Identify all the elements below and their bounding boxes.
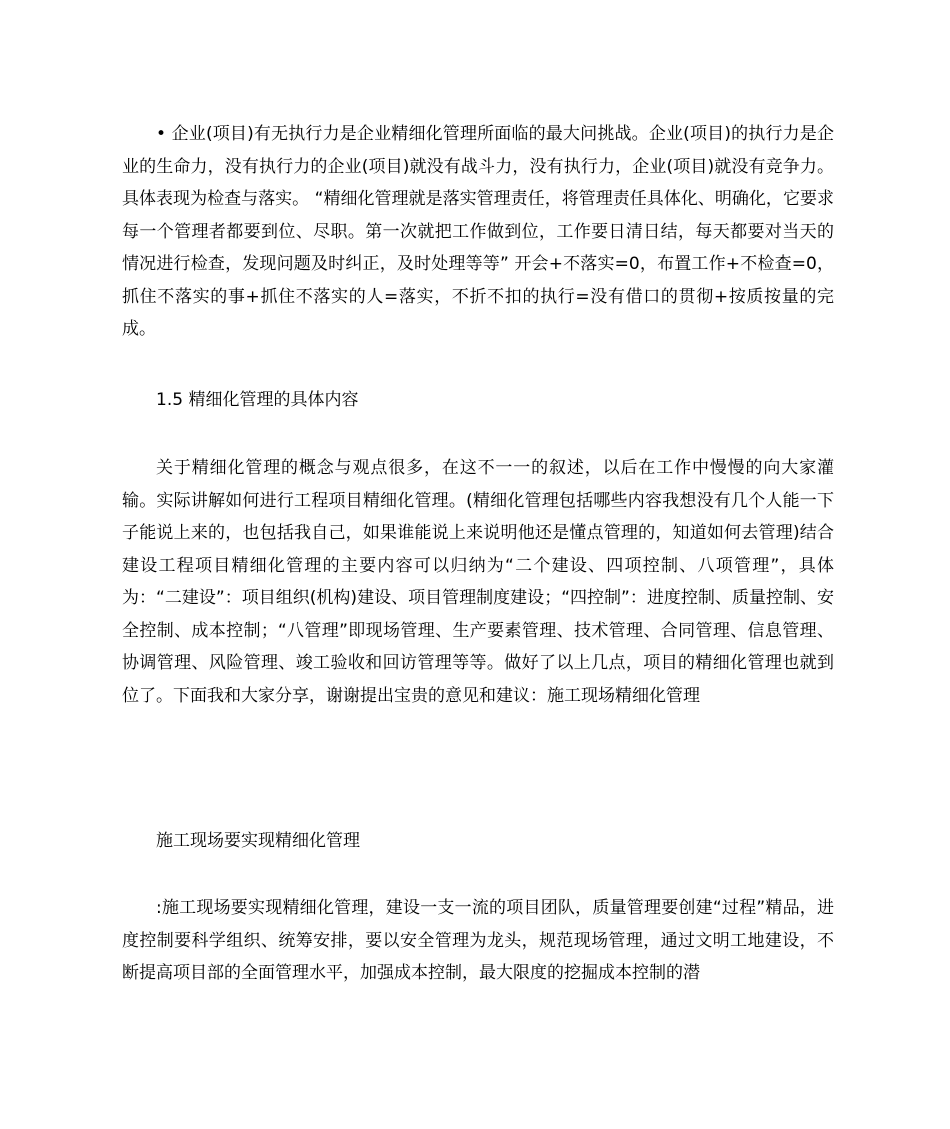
paragraph-content: 关于精细化管理的概念与观点很多，在这不一一的叙述，以后在工作中慢慢的向大家灌输。实际讲解如何进行工程项目精细化管理。(精细化管理包括哪些内容我想没有几个人能一下子能说上来的，也包括我自己，如果谁能说上来说明他还是懂点管理的，知道如何去管理)结合建设工程项目精细化管理的主要内容可以归纳为“二个建设、四项控制、八项管理”，具体为：“二建设”：项目组织(机构)建设、项目管理制度建设；“四控制”：进度控制、质量控制、安全控制、成本控制；“八管理”即现场管理、生产要素管理、技术管理、合同管理、信息管理、协调管理、风险管理、竣工验收和回访管理等等。做好了以上几点，项目的精细化管理也就到位了。下面我和大家分享，谢谢提出宝贵的意见和建议：施工现场精细化管理 — [122, 458, 834, 706]
section-heading-site: 施工现场要实现精细化管理 — [156, 831, 360, 851]
section-heading-1-5: 1.5 精细化管理的具体内容 — [156, 390, 359, 410]
paragraph-execution: • 企业(项目)有无执行力是企业精细化管理所面临的最大问挑战。企业(项目)的执行力是企业的生命力，没有执行力的企业(项目)就没有战斗力，没有执行力，企业(项目)就没有竞争力。具体表现为检查与落实。 “精细化管理就是落实管理责任，将管理责任具体化、明确化，它要求每一个管理者都要到位、尽职。第一次就把工作做到位，工作要日清日结，每天都要对当天的情况进行检查，发现问题及时纠正，及时处理等等” 开会+不落实=0，布置工作+不检查=0，抓住不落实的事+抓住不落实的人=落实，不折不扣的执行=没有借口的贯彻+按质按量的完成。 — [122, 124, 834, 339]
paragraph-site-management: :施工现场要实现精细化管理，建设一支一流的项目团队，质量管理要创建“过程”精品，进度控制要科学组织、统筹安排，要以安全管理为龙头，规范现场管理，通过文明工地建设，不断提高项目部的全面管理水平，加强成本控制，最大限度的挖掘成本控制的潜 — [122, 898, 834, 983]
